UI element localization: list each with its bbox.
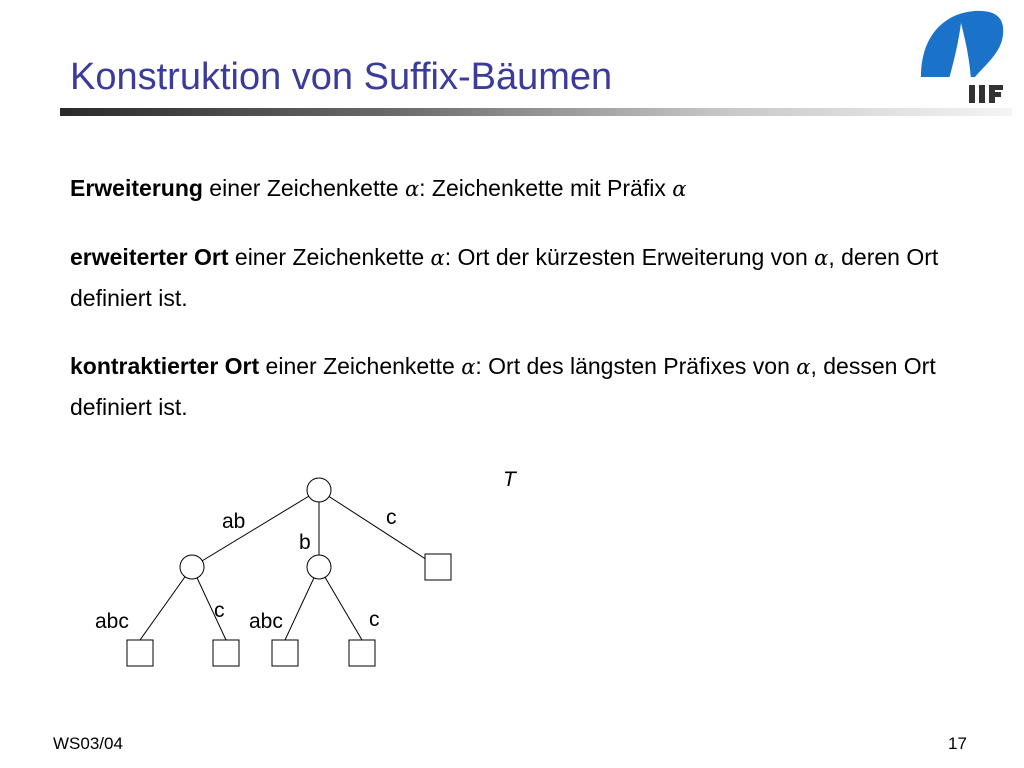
edge-mid-right: [319, 567, 362, 640]
edge-label-mid-left: abc: [249, 610, 283, 633]
definition-text: , deren Ort definiert ist.: [70, 244, 939, 311]
title-underline: [60, 108, 1012, 116]
alpha-symbol: α: [814, 246, 829, 270]
iif-logo: [915, 5, 1010, 105]
leaf-right: [425, 554, 451, 580]
definition-text: : Ort der kürzesten Erweiterung von: [444, 244, 815, 270]
definition-erweiterung: [70, 168, 970, 209]
leaf-mid-left: [272, 640, 298, 666]
leaf-left-right: [213, 640, 239, 666]
alpha-symbol: α: [672, 177, 687, 201]
suffix-tree-diagram: [0, 455, 560, 685]
logo-letter-i2: [979, 85, 985, 103]
definition-text: einer Zeichenkette: [202, 175, 405, 201]
edge-label-left-left: abc: [95, 610, 129, 633]
tree-label-t: T: [503, 468, 516, 491]
logo-letter-f: [989, 85, 1003, 103]
definition-text: , dessen Ort definiert ist.: [70, 353, 936, 420]
edge-label-root-mid: b: [299, 531, 311, 554]
definition-erweiterter-ort: [70, 237, 970, 318]
definition-text: : Ort des längsten Präfixes von: [475, 353, 797, 379]
term: erweiterter Ort: [70, 244, 229, 270]
term: kontraktierter Ort: [70, 353, 260, 379]
alpha-symbol: α: [404, 177, 420, 201]
page-number: 17: [948, 734, 967, 753]
alpha-symbol: α: [430, 246, 445, 270]
logo-letter-i1: [969, 85, 975, 103]
slide-title: Konstruktion von Suffix-Bäumen: [70, 56, 613, 98]
definitions: [70, 168, 970, 455]
edge-root-right: [319, 490, 438, 567]
definition-text: : Zeichenkette mit Präfix: [419, 175, 673, 201]
definition-kontraktierter-ort: [70, 346, 970, 427]
leaf-mid-right: [349, 640, 375, 666]
edge-root-left: [192, 490, 319, 567]
node-mid: [307, 555, 331, 579]
leaf-left-left: [127, 640, 153, 666]
edge-label-mid-right: c: [369, 608, 380, 631]
alpha-symbol: α: [461, 355, 476, 379]
node-left: [180, 555, 204, 579]
definition-text: einer Zeichenkette: [228, 244, 431, 270]
footer-semester: WS03/04: [53, 734, 123, 753]
edge-left-left: [140, 567, 192, 640]
edge-label-root-left: ab: [222, 510, 246, 533]
node-root: [307, 478, 331, 502]
edge-label-left-right: c: [214, 599, 225, 622]
edge-label-root-right: c: [386, 506, 397, 529]
definition-text: einer Zeichenkette: [259, 353, 462, 379]
alpha-symbol: α: [796, 355, 811, 379]
term: Erweiterung: [70, 175, 203, 201]
